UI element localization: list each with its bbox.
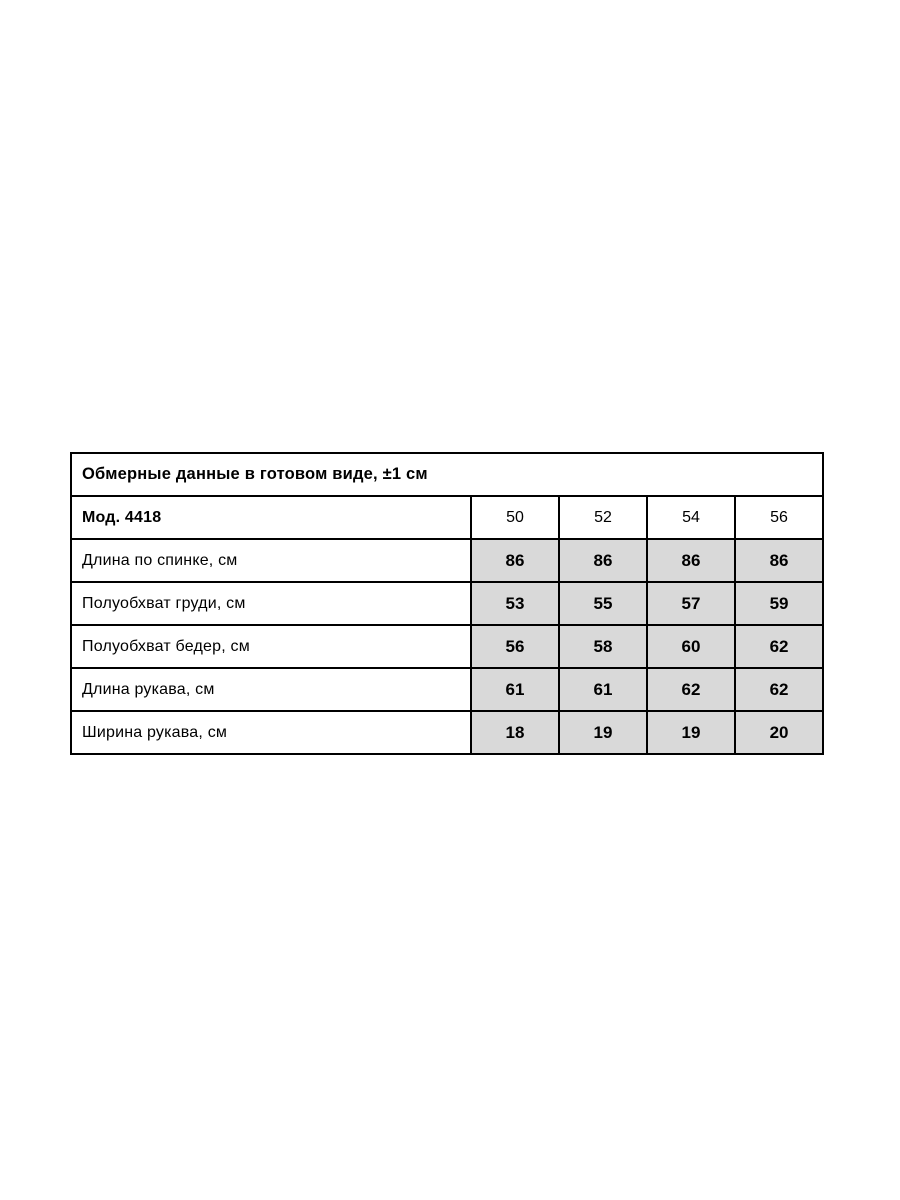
table-title: Обмерные данные в готовом виде, ±1 см (71, 453, 823, 496)
measurement-value: 57 (647, 582, 735, 625)
table-row (71, 668, 823, 711)
table-header-row (71, 496, 823, 539)
size-header-3: 56 (735, 496, 823, 539)
measurements-table-container (70, 452, 822, 755)
measurement-value: 86 (647, 539, 735, 582)
measurement-value: 53 (471, 582, 559, 625)
measurement-value: 59 (735, 582, 823, 625)
measurements-table (70, 452, 824, 755)
measurement-value: 61 (559, 668, 647, 711)
measurement-value: 18 (471, 711, 559, 754)
measurement-value: 60 (647, 625, 735, 668)
measurement-value: 86 (471, 539, 559, 582)
table-row (71, 711, 823, 754)
measurement-value: 58 (559, 625, 647, 668)
measurement-value: 19 (559, 711, 647, 754)
measurement-label: Полуобхват груди, см (71, 582, 471, 625)
measurement-value: 62 (735, 668, 823, 711)
measurement-label: Полуобхват бедер, см (71, 625, 471, 668)
measurement-value: 62 (647, 668, 735, 711)
measurement-value: 61 (471, 668, 559, 711)
measurement-label: Ширина рукава, см (71, 711, 471, 754)
measurement-value: 86 (735, 539, 823, 582)
size-header-0: 50 (471, 496, 559, 539)
measurement-value: 56 (471, 625, 559, 668)
model-label: Мод. 4418 (71, 496, 471, 539)
measurement-label: Длина по спинке, см (71, 539, 471, 582)
measurement-value: 19 (647, 711, 735, 754)
table-row (71, 625, 823, 668)
table-row (71, 582, 823, 625)
measurement-value: 62 (735, 625, 823, 668)
measurement-value: 20 (735, 711, 823, 754)
measurement-value: 86 (559, 539, 647, 582)
size-header-2: 54 (647, 496, 735, 539)
measurement-value: 55 (559, 582, 647, 625)
table-title-row (71, 453, 823, 496)
size-header-1: 52 (559, 496, 647, 539)
table-row (71, 539, 823, 582)
measurement-label: Длина рукава, см (71, 668, 471, 711)
